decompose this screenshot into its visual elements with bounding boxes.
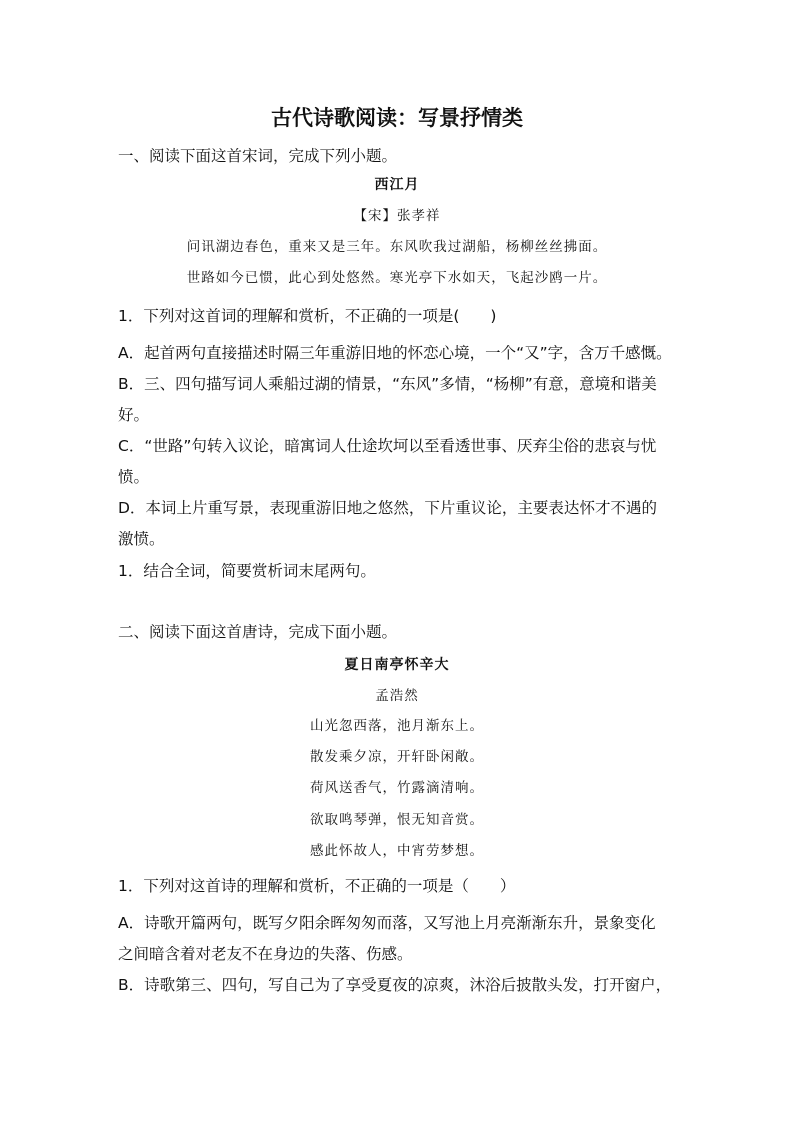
section1-option-d-line-2: 激愤。 bbox=[118, 530, 165, 548]
section2-poem-author: 孟浩然 bbox=[375, 688, 419, 704]
section2-option-a-line-1: A．诗歌开篇两句，既写夕阳余晖匆匆而落，又写池上月亮渐渐东升，景象变化 bbox=[118, 914, 656, 932]
section1-option-b-line-2: 好。 bbox=[118, 406, 150, 424]
section2-poem-line-5: 感此怀故人，中宵劳梦想。 bbox=[310, 843, 484, 859]
section1-poem-author: 【宋】张孝祥 bbox=[353, 208, 441, 224]
section1-poem-line-2: 世路如今已惯，此心到处悠然。寒光亭下水如天，飞起沙鸥一片。 bbox=[186, 270, 608, 286]
section2-option-b-line-1: B．诗歌第三、四句，写自己为了享受夏夜的凉爽，沐浴后披散头发，打开窗户， bbox=[118, 976, 672, 994]
section1-option-a: A．起首两句直接描述时隔三年重游旧地的怀恋心境，一个“又”字，含万千感慨。 bbox=[118, 344, 672, 362]
section1-question-2: 1．结合全词，简要赏析词末尾两句。 bbox=[118, 562, 376, 580]
section2-option-a-line-2: 之间暗含着对老友不在身边的失落、伤感。 bbox=[118, 945, 413, 963]
section2-question-1: 1．下列对这首诗的理解和赏析，不正确的一项是（ ） bbox=[118, 877, 516, 895]
section2-heading: 二、阅读下面这首唐诗，完成下面小题。 bbox=[118, 623, 398, 641]
section1-poem-line-1: 问讯湖边春色，重来又是三年。东风吹我过湖船，杨柳丝丝拂面。 bbox=[186, 239, 608, 255]
section2-poem-line-4: 欲取鸣琴弹，恨无知音赏。 bbox=[310, 812, 484, 828]
section1-option-c-line-2: 愤。 bbox=[118, 468, 150, 486]
section2-poem-title: 夏日南亭怀辛大 bbox=[344, 657, 450, 673]
section1-option-b-line-1: B．三、四句描写词人乘船过湖的情景，“东风”多情，“杨柳”有意，意境和谐美 bbox=[118, 375, 657, 393]
section1-poem-title: 西江月 bbox=[374, 177, 420, 193]
section1-option-c-line-1: C．“世路”句转入议论，暗寓词人仕途坎坷以至看透世事、厌弃尘俗的悲哀与忧 bbox=[118, 437, 657, 455]
section1-question-1: 1．下列对这首词的理解和赏析，不正确的一项是( ) bbox=[118, 307, 497, 325]
section2-poem-line-1: 山光忽西落，池月渐东上。 bbox=[310, 718, 484, 734]
section2-poem-line-3: 荷风送香气，竹露滴清响。 bbox=[310, 780, 484, 796]
section1-option-d-line-1: D．本词上片重写景，表现重游旧地之悠然，下片重议论，主要表达怀才不遇的 bbox=[118, 499, 657, 517]
section1-heading: 一、阅读下面这首宋词，完成下列小题。 bbox=[118, 147, 398, 165]
page-title: 古代诗歌阅读：写景抒情类 bbox=[271, 105, 523, 130]
section2-poem-line-2: 散发乘夕凉，开轩卧闲敞。 bbox=[310, 749, 484, 765]
